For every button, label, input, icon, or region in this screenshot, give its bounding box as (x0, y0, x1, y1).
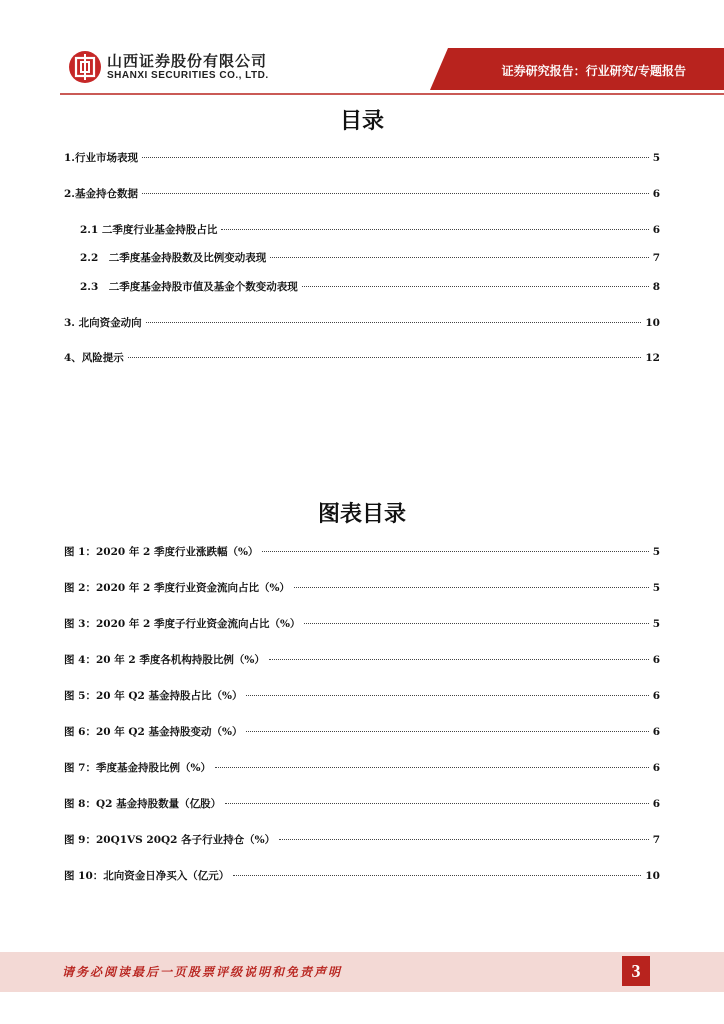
toc-entry-page: 10 (645, 317, 660, 329)
dot-leader (279, 839, 649, 840)
dot-leader (142, 193, 649, 194)
figure-entry-label: 图 10：北向资金日净买入（亿元） (64, 870, 230, 882)
figure-entry-page: 6 (652, 762, 660, 774)
toc-entry-label: 2.1 二季度行业基金持股占比 (80, 224, 218, 236)
dot-leader (215, 767, 649, 768)
figure-entry-page: 6 (652, 726, 660, 738)
toc-entry-label: 2.基金持仓数据 (64, 188, 138, 200)
figure-entry-page: 5 (652, 618, 660, 630)
company-name-en: SHANXI SECURITIES CO., LTD. (107, 70, 269, 81)
dot-leader (302, 286, 649, 287)
figure-entry-page: 7 (652, 834, 660, 846)
figure-entry[interactable] (64, 544, 660, 560)
toc-entry-page: 6 (652, 188, 660, 200)
figure-entry-label: 图 2：2020 年 2 季度行业资金流向占比（%） (64, 582, 290, 594)
figure-entry[interactable] (64, 580, 660, 596)
dot-leader (246, 695, 648, 696)
figure-entry[interactable] (64, 832, 660, 848)
toc-title: 目录 (339, 109, 384, 134)
figure-entry-label: 图 8：Q2 基金持股数量（亿股） (64, 798, 222, 810)
figure-entry-page: 6 (652, 798, 660, 810)
dot-leader (262, 551, 648, 552)
figure-entry[interactable] (64, 760, 660, 776)
figure-entry-page: 5 (652, 582, 660, 594)
figure-entry[interactable] (64, 688, 660, 704)
figure-entry-label: 图 6：20 年 Q2 基金持股变动（%） (64, 726, 243, 738)
figure-entry-page: 6 (652, 654, 660, 666)
figure-entry-label: 图 5：20 年 Q2 基金持股占比（%） (64, 690, 243, 702)
figures-title: 图表目录 (317, 502, 406, 527)
toc-entry[interactable] (64, 315, 660, 331)
toc-entry-page: 12 (645, 352, 660, 364)
report-type-label: 证券研究报告：行业研究/专题报告 (501, 64, 686, 78)
toc-entry-page: 6 (652, 224, 660, 236)
toc-entry[interactable] (64, 186, 660, 202)
figure-entry-label: 图 7：季度基金持股比例（%） (64, 762, 211, 774)
dot-leader (225, 803, 649, 804)
figure-entry-page: 10 (645, 870, 660, 882)
toc-entry-label: 1.行业市场表现 (64, 152, 138, 164)
company-name-cn: 山西证券股份有限公司 (107, 52, 268, 70)
dot-leader (246, 731, 648, 732)
toc-entry-label: 4、风险提示 (64, 352, 124, 364)
figure-entry-page: 5 (652, 546, 660, 558)
dot-leader (304, 623, 648, 624)
toc-entry-page: 8 (652, 281, 660, 293)
toc-entry-label: 2.3 二季度基金持股市值及基金个数变动表现 (80, 281, 298, 293)
figure-entry-label: 图 9：20Q1VS 20Q2 各子行业持仓（%） (64, 834, 276, 846)
figure-entry[interactable] (64, 796, 660, 812)
toc-entry-page: 5 (652, 152, 660, 164)
dot-leader (221, 229, 648, 230)
figure-entry[interactable] (64, 868, 660, 884)
footer-disclaimer: 请务必阅读最后一页股票评级说明和免责声明 (62, 965, 343, 979)
company-logo-icon (68, 50, 102, 84)
toc-entry[interactable] (64, 150, 660, 166)
toc-entry[interactable] (64, 350, 660, 366)
toc-entry-page: 7 (652, 252, 660, 264)
dot-leader (233, 875, 641, 876)
figure-entry[interactable] (64, 724, 660, 740)
dot-leader (270, 257, 648, 258)
figure-entry-label: 图 1：2020 年 2 季度行业涨跌幅（%） (64, 546, 259, 558)
page-number: 3 (622, 956, 650, 986)
figure-entry-page: 6 (652, 690, 660, 702)
dot-leader (146, 322, 642, 323)
toc-entry-label: 2.2 二季度基金持股数及比例变动表现 (80, 252, 267, 264)
figure-entry[interactable] (64, 652, 660, 668)
page-header (0, 0, 724, 100)
toc-entry-label: 3. 北向资金动向 (64, 317, 142, 329)
dot-leader (142, 157, 649, 158)
figure-entry-label: 图 3：2020 年 2 季度子行业资金流向占比（%） (64, 618, 301, 630)
toc-entry[interactable] (80, 279, 660, 295)
figure-entry-label: 图 4：20 年 2 季度各机构持股比例（%） (64, 654, 265, 666)
dot-leader (269, 659, 649, 660)
dot-leader (294, 587, 649, 588)
dot-leader (128, 357, 642, 358)
toc-entry[interactable] (80, 250, 660, 266)
figure-entry[interactable] (64, 616, 660, 632)
toc-entry[interactable] (80, 222, 660, 238)
